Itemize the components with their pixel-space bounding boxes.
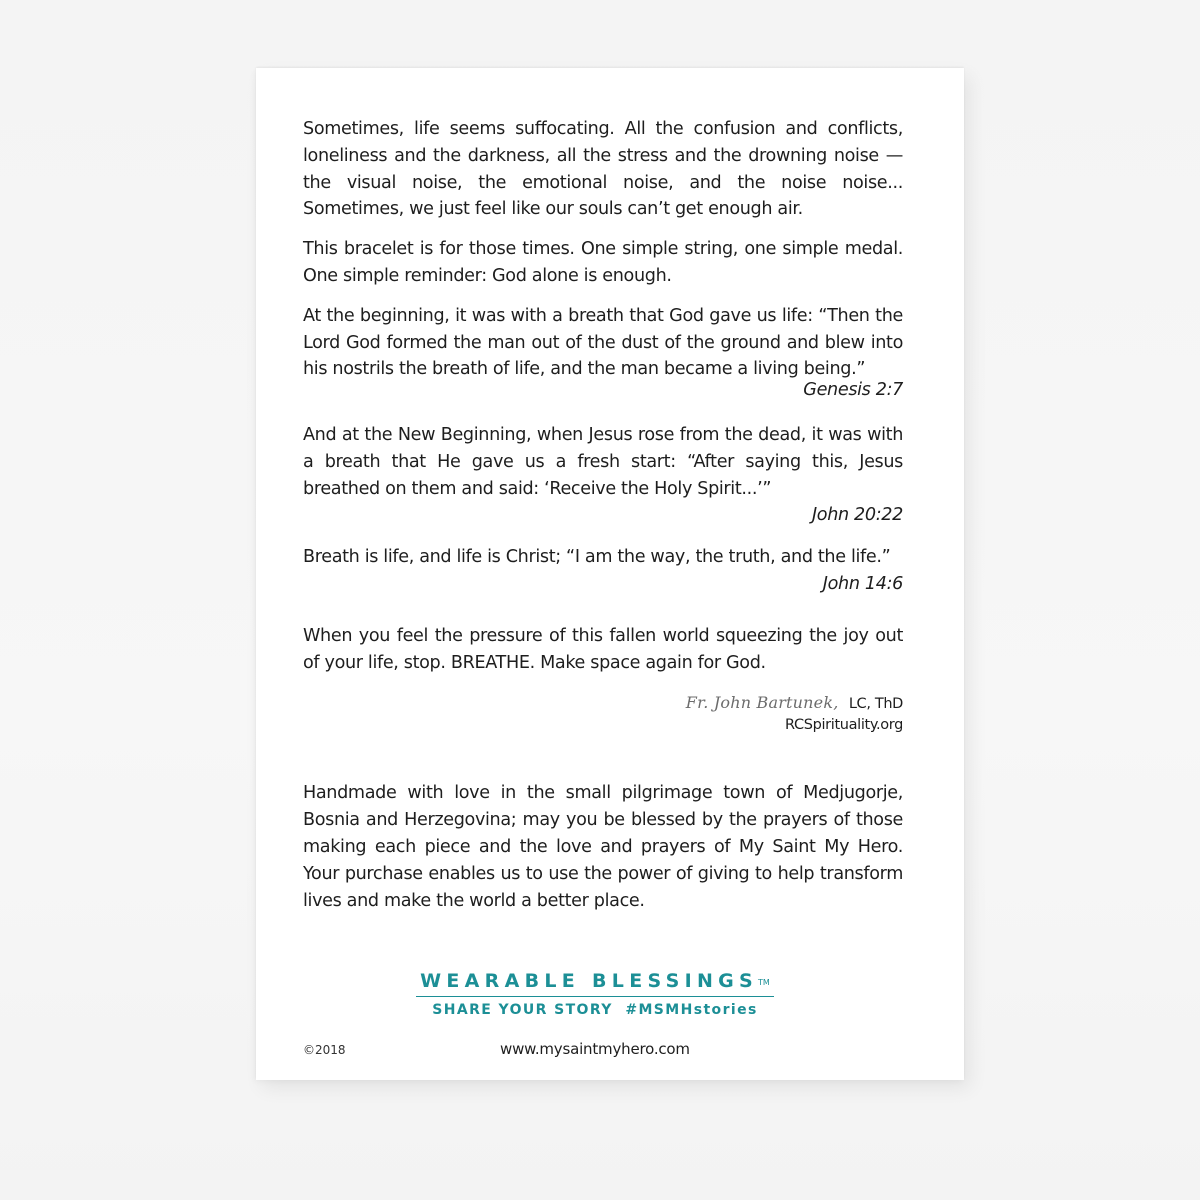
scripture-ref-john-14: John 14:6 <box>822 573 903 594</box>
scripture-ref-john-20: John 20:22 <box>811 505 903 526</box>
signature-script: Fr. John Bartunek, <box>685 693 839 713</box>
paragraph-john: And at the New Beginning, when Jesus rose from the dead, it was with a breath that He gave us a fresh start: “After saying this, Jesus breathed on them and said: ‘Receive the Holy Spirit...’” <box>303 424 903 499</box>
brand-title: WEARABLE BLESSINGS™ <box>420 970 770 992</box>
trademark-mark: TM <box>758 978 770 987</box>
copyright: ©2018 <box>303 1043 346 1057</box>
paragraph-breathe: When you feel the pressure of this fallen world squeezing the joy out of your life, stop. BREATHE. Make space again for God. <box>303 625 903 673</box>
paragraph-bracelet: This bracelet is for those times. One simple string, one simple medal. One simple reminder: God alone is enough. <box>303 239 903 286</box>
card-body <box>303 116 903 927</box>
brand-logo <box>416 968 774 1018</box>
signature-website: RCSpirituality.org <box>784 717 903 734</box>
paragraph-genesis: At the beginning, it was with a breath that God gave us life: “Then the Lord God formed the man out of the dust of the ground and blew into his nostrils the breath of life, and the man became a living being.” <box>303 305 903 380</box>
brand-tagline: SHARE YOUR STORY #MSMHstories <box>432 1002 758 1018</box>
paragraph-breath-is-life: Breath is life, and life is Christ; “I am the way, the truth, and the life.” <box>303 547 891 568</box>
scripture-ref-genesis: Genesis 2:7 <box>803 380 903 401</box>
website-url: www.mysaintmyhero.com <box>500 1040 690 1058</box>
paragraph-handmade: Handmade with love in the small pilgrimage town of Medjugorje, Bosnia and Herzegovina; may you be blessed by the prayers of those making each piece and the love and prayers of My Saint My Hero. Your purchase enables us to use the power of giving to help transform lives and make the world a better place. <box>303 783 903 911</box>
signature-block <box>303 692 903 736</box>
brand-divider <box>416 996 774 997</box>
signature-credentials: LC, ThD <box>848 696 903 713</box>
paragraph-suffocating: Sometimes, life seems suffocating. All the confusion and conflicts, loneliness and the darkness, all the stress and the drowning noise —the visual noise, the emotional noise, and the noise noise... Sometimes, we just feel like our souls can’t get enough air. <box>303 119 903 220</box>
